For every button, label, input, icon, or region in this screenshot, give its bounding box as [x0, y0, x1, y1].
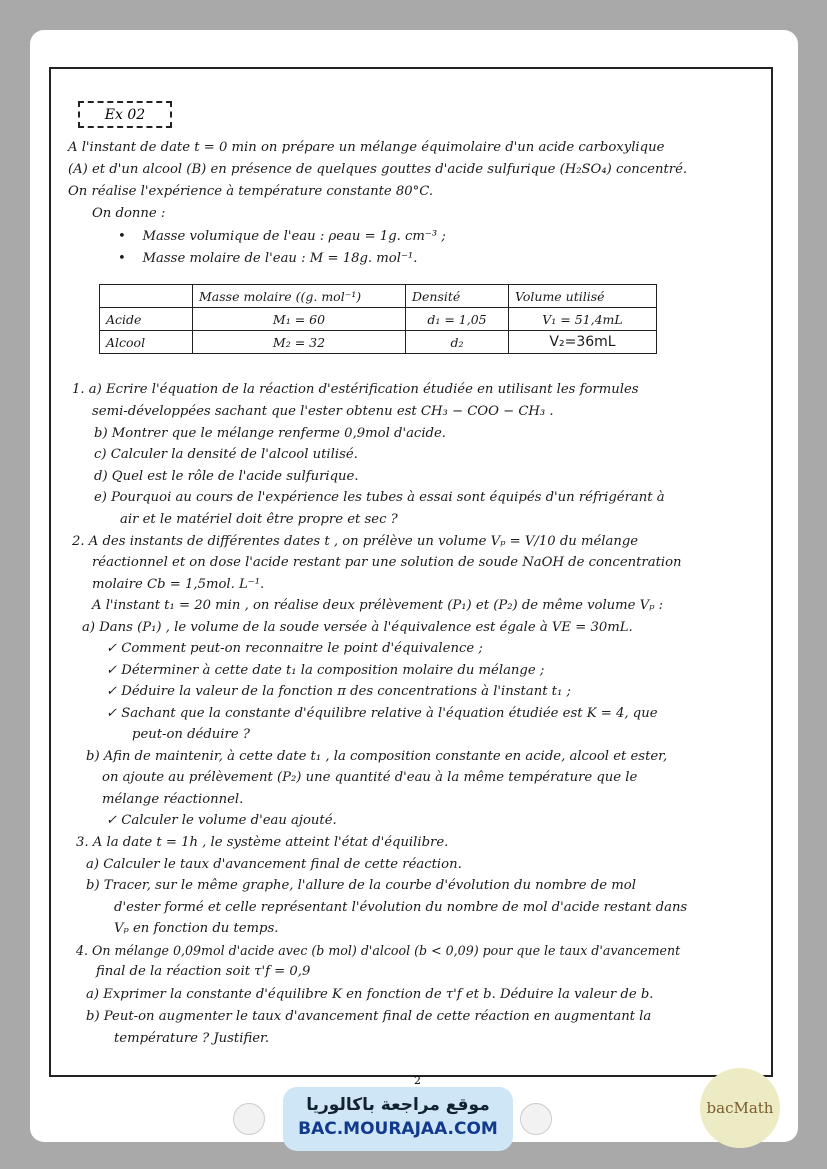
question-line: b) Peut-on augmenter le taux d'avancement final de cette réaction en augmentant la	[86, 1009, 652, 1024]
question-line: 1. a) Ecrire l'équation de la réaction d'estérification étudiée en utilisant les formules	[72, 382, 639, 397]
bullet-text: Masse volumique de l'eau : ρeau = 1g. cm⁻³ ;	[142, 229, 446, 244]
table-cell: M₁ = 60	[193, 308, 406, 331]
question-line: ✓ Comment peut-on reconnaitre le point d'équivalence ;	[106, 641, 483, 656]
table-cell: V₁ = 51,4mL	[509, 308, 657, 331]
question-line: c) Calculer la densité de l'alcool utilisé.	[94, 447, 358, 462]
footer-arabic-title: موقع مراجعة باكالوريا	[306, 1095, 490, 1115]
table-cell: M₂ = 32	[193, 331, 406, 354]
intro-line: On réalise l'expérience à température constante 80°C.	[68, 184, 434, 199]
question-line: air et le matériel doit être propre et sec ?	[120, 512, 398, 527]
logo-icon	[233, 1103, 265, 1135]
question-line: Vₚ en fonction du temps.	[114, 921, 279, 936]
question-line: semi-développées sachant que l'ester obtenu est CH₃ − COO − CH₃ .	[92, 404, 554, 419]
question-line: mélange réactionnel.	[102, 792, 244, 807]
question-line: 2. A des instants de différentes dates t , on prélève un volume Vₚ = V/10 du mélange	[72, 534, 639, 549]
question-line: a) Calculer le taux d'avancement final de cette réaction.	[86, 857, 462, 872]
question-line: final de la réaction soit τ'f = 0,9	[96, 964, 311, 979]
question-line: a) Dans (P₁) , le volume de la soude versée à l'équivalence est égale à VE = 30mL.	[82, 620, 633, 635]
table-row	[100, 308, 657, 331]
logo-icon	[520, 1103, 552, 1135]
question-line: ✓ Calculer le volume d'eau ajouté.	[106, 813, 337, 828]
table-cell: Alcool	[100, 331, 193, 354]
exercise-label: Ex 02	[78, 101, 172, 128]
intro-line: On donne :	[92, 206, 166, 221]
question-line: molaire Cb = 1,5mol. L⁻¹.	[92, 577, 265, 592]
table-header	[100, 285, 193, 308]
table-row	[100, 331, 657, 354]
table-header: Masse molaire ((g. mol⁻¹)	[193, 285, 406, 308]
table-cell: Acide	[100, 308, 193, 331]
question-line: b) Tracer, sur le même graphe, l'allure de la courbe d'évolution du nombre de mol	[86, 878, 636, 893]
question-line: peut-on déduire ?	[132, 727, 250, 742]
bullet-item: • Masse volumique de l'eau : ρeau = 1g. cm⁻³ ;	[118, 229, 446, 244]
question-line: ✓ Déduire la valeur de la fonction π des concentrations à l'instant t₁ ;	[106, 684, 571, 699]
question-line: a) Exprimer la constante d'équilibre K en fonction de τ'f et b. Déduire la valeur de b.	[86, 987, 654, 1002]
bullet-item: • Masse molaire de l'eau : M = 18g. mol⁻¹.	[118, 251, 418, 266]
question-line: réactionnel et on dose l'acide restant par une solution de soude NaOH de concentration	[92, 555, 682, 570]
table-header: Volume utilisé	[509, 285, 657, 308]
question-line: on ajoute au prélèvement (P₂) une quantité d'eau à la même température que le	[102, 770, 638, 785]
question-line: ✓ Déterminer à cette date t₁ la composition molaire du mélange ;	[106, 663, 545, 678]
table-cell: d₁ = 1,05	[406, 308, 509, 331]
footer-banner[interactable]	[283, 1087, 513, 1151]
table-cell-handwritten: V₂=36mL	[509, 331, 657, 354]
intro-line: (A) et d'un alcool (B) en présence de quelques gouttes d'acide sulfurique (H₂SO₄) concentré.	[68, 162, 688, 177]
question-line: 3. A la date t = 1h , le système atteint l'état d'équilibre.	[76, 835, 449, 850]
question-line: e) Pourquoi au cours de l'expérience les tubes à essai sont équipés d'un réfrigérant à	[94, 490, 665, 505]
footer-site-link[interactable]: BAC.MOURAJAA.COM	[298, 1119, 498, 1139]
question-line: ✓ Sachant que la constante d'équilibre relative à l'équation étudiée est K = 4, que	[106, 706, 658, 721]
question-line: b) Montrer que le mélange renferme 0,9mol d'acide.	[94, 426, 446, 441]
question-line: b) Afin de maintenir, à cette date t₁ , la composition constante en acide, alcool et ester,	[86, 749, 668, 764]
question-line: température ? Justifier.	[114, 1031, 270, 1046]
data-table	[99, 284, 657, 354]
bullet-text: Masse molaire de l'eau : M = 18g. mol⁻¹.	[142, 251, 418, 266]
intro-line: A l'instant de date t = 0 min on prépare un mélange équimolaire d'un acide carboxylique	[68, 140, 665, 155]
bacmath-logo	[700, 1068, 780, 1148]
question-line: 4. On mélange 0,09mol d'acide avec (b mol) d'alcool (b < 0,09) pour que le taux d'avancement	[76, 943, 681, 958]
bacmath-logo-text: bacMath	[706, 1099, 774, 1117]
question-line: A l'instant t₁ = 20 min , on réalise deux prélèvement (P₁) et (P₂) de même volume Vₚ :	[92, 598, 664, 613]
question-line: d'ester formé et celle représentant l'évolution du nombre de mol d'acide restant dans	[114, 900, 688, 915]
question-line: d) Quel est le rôle de l'acide sulfurique.	[94, 469, 359, 484]
page-number: 2	[414, 1074, 421, 1087]
table-cell: d₂	[406, 331, 509, 354]
table-header: Densité	[406, 285, 509, 308]
table-header-row	[100, 285, 657, 308]
